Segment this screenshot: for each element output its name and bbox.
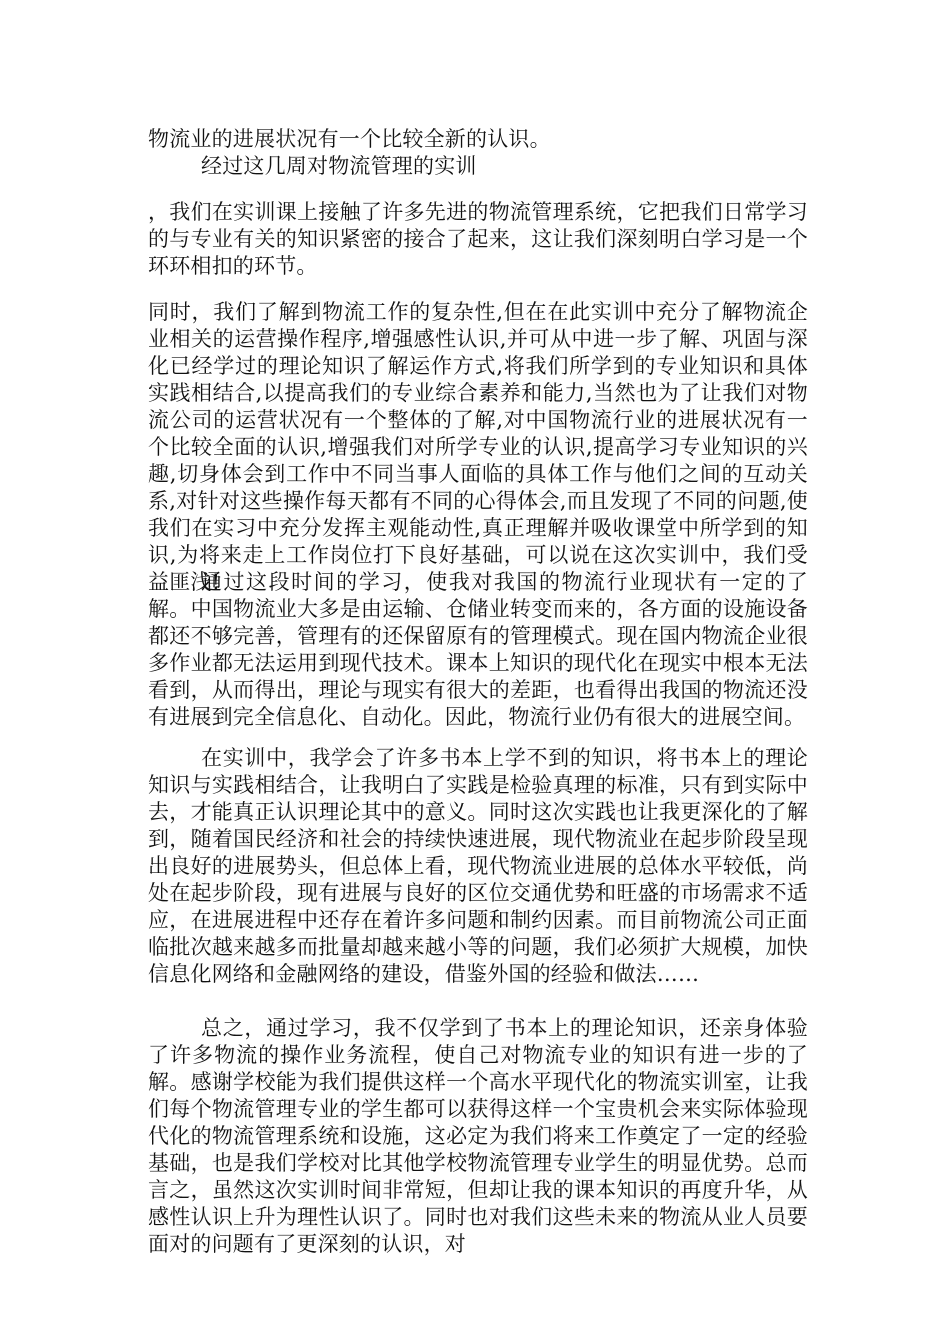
paragraph-management-system: ，我们在实训课上接触了许多先进的物流管理系统，它把我们日常学习的与专业有关的知识紧密的接合了起来，这让我们深刻明白学习是一个环环相扣的环节。	[148, 200, 808, 278]
paragraph-conclusion: 总之，通过学习，我不仅学到了书本上的理论知识，还亲身体验了许多物流的操作业务流程，使自己对物流专业的知识有进一步的了解。感谢学校能为我们提供这样一个高水平现代化的物流实训室，让我们每个物流管理专业的学生都可以获得这样一个宝贵机会来实际体验现代化的物流管理系统和设施，这必定为我们将来工作奠定了一定的经验基础，也是我们学校对比其他学校物流管理专业学生的明显优势。总而言之，虽然这次实训时间非常短，但却让我的课本知识的再度升华，从感性认识上升为理性认识了。同时也对我们这些未来的物流从业人员要面对的问题有了更深刻的认识，对	[148, 1016, 808, 1256]
paragraph-practice: 在实训中，我学会了许多书本上学不到的知识，将书本上的理论知识与实践相结合，让我明白了实践是检验真理的标准，只有到实际中去，才能真正认识理论其中的意义。同时这次实践也让我更深化的了解到，随着国民经济和社会的持续快速进展，现代物流业在起步阶段呈现出良好的进展势头，但总体上看，现代物流业进展的总体水平较低，尚处在起步阶段，现有进展与良好的区位交通优势和旺盛的市场需求不适应，在进展进程中还存在着许多问题和制约因素。而目前物流公司正面临批次越来越多而批量却越来越小等的问题，我们必须扩大规模，加快信息化网络和金融网络的建设，借鉴外国的经验和做法……	[148, 746, 808, 986]
paragraph-training-heading: 经过这几周对物流管理的实训	[201, 154, 477, 178]
paragraph-intro: 物流业的进展状况有一个比较全新的认识。	[148, 127, 551, 151]
paragraph-industry-status: 通过这段时间的学习，使我对我国的物流行业现状有一定的了解。中国物流业大多是由运输、仓储业转变而来的，各方面的设施设备都还不够完善，管理有的还保留原有的管理模式。现在国内物流企业很多作业都无法运用到现代技术。课本上知识的现代化在现实中根本无法看到，从而得出，理论与现实有很大的差距，也看得出我国的物流还没有进展到完全信息化、自动化。因此，物流行业仍有很大的进展空间。	[148, 570, 808, 729]
paragraph-complexity: 同时，我们了解到物流工作的复杂性,但在在此实训中充分了解物流企业相关的运营操作程序,增强感性认识,并可从中进一步了解、巩固与深化已经学过的理论知识了解运作方式,将我们所学到的专业知识和具体实践相结合,以提高我们的专业综合素养和能力,当然也为了让我们对物流公司的运营状况有一个整体的了解,对中国物流行业的进展状况有一个比较全面的认识,增强我们对所学专业的认识,提高学习专业知识的兴趣,切身体会到工作中不同当事人面临的具体工作与他们之间的互动关系,对针对这些操作每天都有不同的心得体会,而且发现了不同的问题,使我们在实习中充分发挥主观能动性,真正理解并吸收课堂中所学到的知识,为将来走上工作岗位打下良好基础，可以说在这次实训中，我们受益匪浅!	[148, 300, 808, 594]
